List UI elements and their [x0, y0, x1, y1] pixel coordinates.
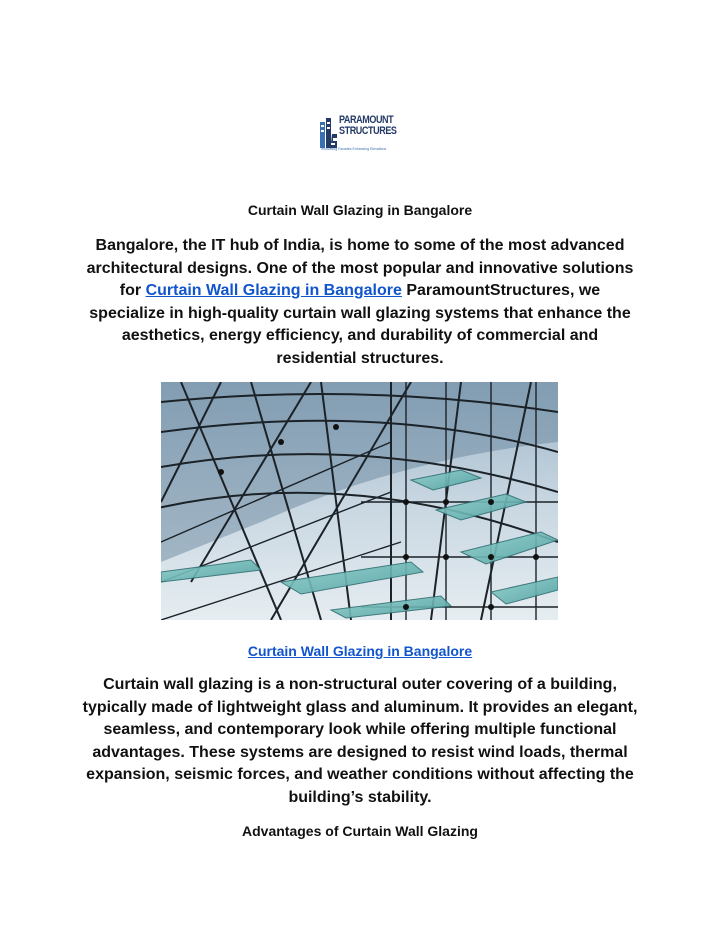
intro-text-after: ParamountStructures, we specialize in high-quality curtain wall glazing systems that enhance the aesthetics, energy efficiency, and durability of commercial and residential structures.: [89, 282, 631, 367]
logo-line-2: STRUCTURES: [339, 125, 397, 137]
intro-text-before: Bangalore, the IT hub of India, is home to some of the most advanced architectural designs. One of the most popular and innovative solutions for: [86, 237, 634, 299]
body-paragraph: Curtain wall glazing is a non-structural outer covering of a building, typically made of lightweight glass and aluminum. It provides an elegant, seamless, and contemporary look while offering multiple functional advantages. These systems are designed to resist wind loads, thermal expansion, seismic forces, and weather conditions without affecting the building’s stability.: [82, 676, 638, 806]
glass-facade-illustration: [161, 382, 558, 620]
intro-paragraph: [80, 235, 640, 370]
company-logo: [318, 114, 402, 154]
image-caption: [0, 643, 720, 659]
document-title: Curtain Wall Glazing in Bangalore: [247, 202, 473, 218]
curtain-wall-photo: [161, 382, 558, 620]
logo-tagline: Innovating Facades Enhancing Elevations: [321, 147, 387, 151]
image-caption-link[interactable]: Curtain Wall Glazing in Bangalore: [247, 643, 473, 659]
intro-link[interactable]: Curtain Wall Glazing in Bangalore: [145, 282, 402, 299]
logo-wordmark: [339, 115, 397, 137]
logo-line-1: PARAMOUNT: [339, 114, 394, 126]
section-heading: Advantages of Curtain Wall Glazing: [242, 823, 478, 839]
